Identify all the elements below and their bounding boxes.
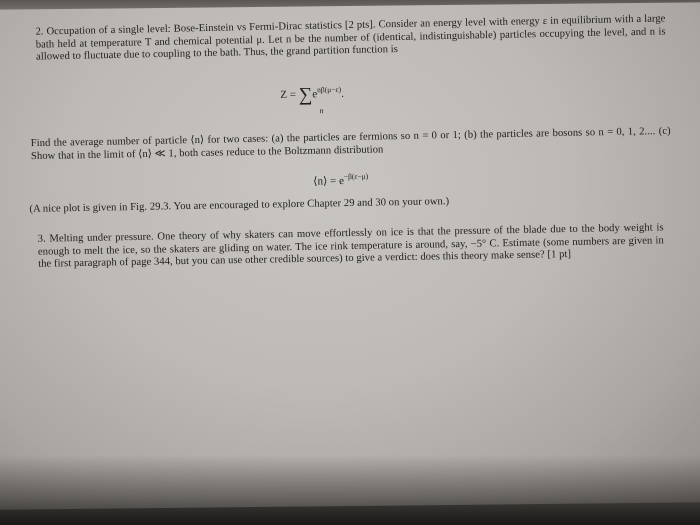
boltzmann-exponent: −β(ε−μ) [343, 171, 369, 182]
problem-3-text: 3. Melting under pressure. One theory of why skaters can move effortlessly on ice is that the pressure of the blade due to the body weight is enough to melt the ice, so the skaters are gliding on water. The ice rink temperature is around, say, −5° C. Estimate (some numbers are given in the first paragraph of page 344, but you can use other credible sources) to give a verdict: does this theory make sense? [1 pt] [37, 222, 664, 270]
boltzmann-lhs: ⟨n⟩ = e [313, 175, 345, 188]
problem-2-note: (A nice plot is given in Fig. 29.3. You are encouraged to explore Chapter 29 and 30 on your own.) [29, 196, 450, 215]
bottom-shadow [0, 455, 700, 525]
paper-page [0, 2, 700, 510]
exp-power: nβ(μ−ε) [316, 84, 342, 95]
equation-period: . [341, 87, 344, 100]
sum-index: n [319, 106, 324, 116]
grand-partition-equation [280, 84, 344, 116]
boltzmann-equation [313, 172, 368, 188]
problem-2-intro: 2. Occupation of a single level: Bose-Einstein vs Fermi-Dirac statistics [2 pts]. Consider an energy level with energy ε in equilibrium with a large bath held at temperature T and chemical potential μ. Let n be the number of (identical, indistinguishable) particles occupying the level, and n is allowed to fluctuate due to coupling to the bath. Thus, the grand partition function is [35, 13, 666, 63]
problem-2-question: Find the average number of particle ⟨n⟩ for two cases: (a) the particles are fermions so n = 0 or 1; (b) the particles are bosons so n = 0, 1, 2.... (c) Show that in the limit of ⟨n⟩ ≪ 1, both cases reduce to the Boltzmann distribution [30, 125, 671, 162]
exp-base: e [312, 88, 318, 101]
sum-symbol: ∑ [298, 84, 313, 106]
equation-lhs: Z = [280, 88, 297, 102]
